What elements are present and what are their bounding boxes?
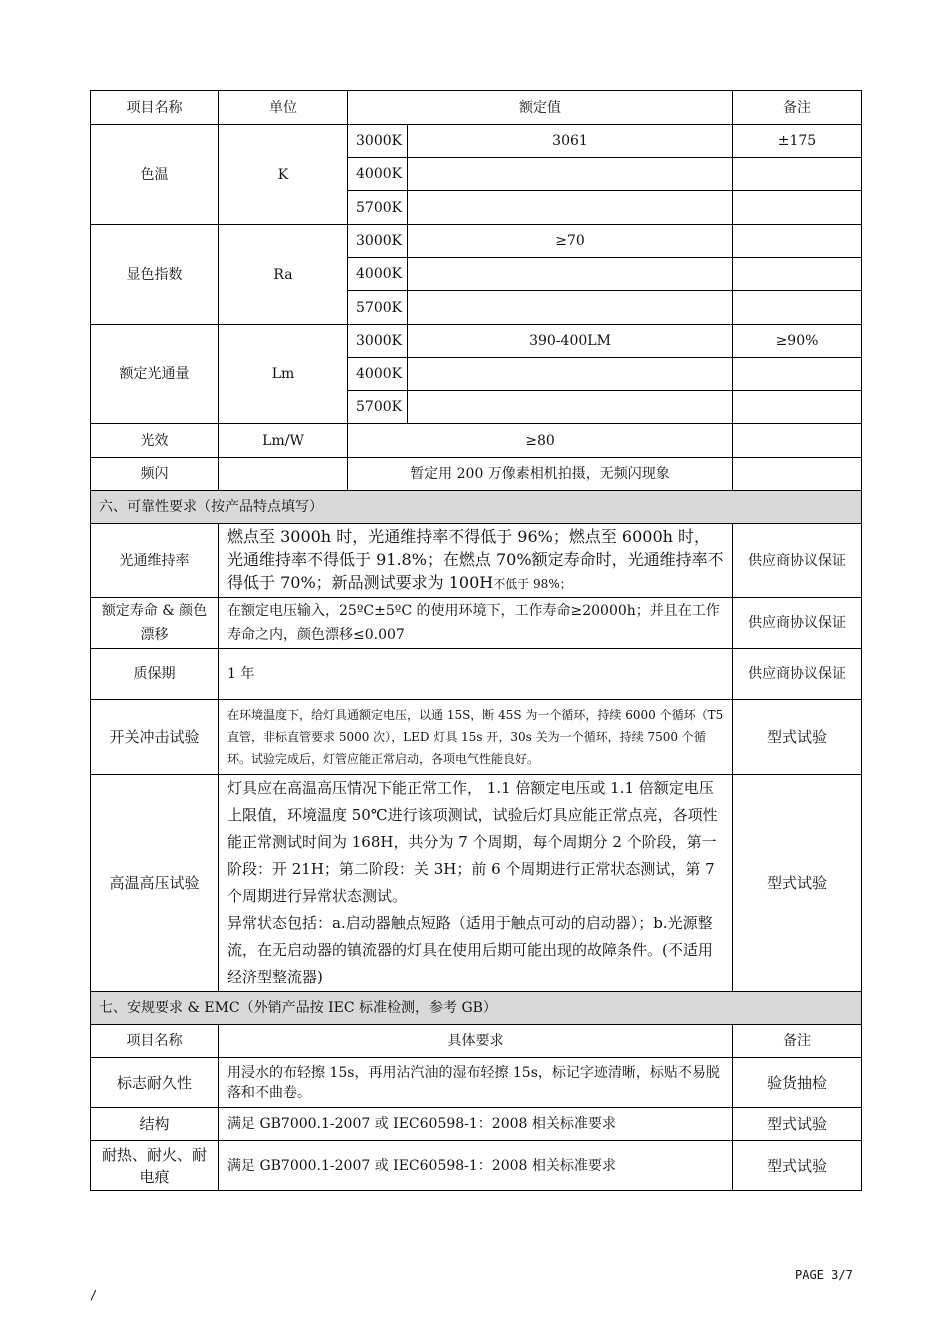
efficacy-unit: Lm/W — [219, 424, 348, 458]
table-row — [91, 524, 862, 598]
row-note: 供应商协议保证 — [733, 649, 862, 700]
table-row — [91, 424, 862, 458]
row-requirement: 满足 GB7000.1-2007 或 IEC60598-1：2008 相关标准要求 — [219, 1108, 733, 1141]
row-name: 耐热、耐火、耐电痕 — [91, 1141, 219, 1191]
header-name: 项目名称 — [91, 1025, 219, 1058]
cct-cell: 4000K — [348, 358, 408, 391]
header-note: 备注 — [733, 91, 862, 125]
table-row — [91, 775, 862, 992]
flux-unit: Lm — [219, 325, 348, 424]
header-note: 备注 — [733, 1025, 862, 1058]
row-name: 质保期 — [91, 649, 219, 700]
note-cell — [733, 258, 862, 291]
note-cell: ≥90% — [733, 325, 862, 358]
spec-table-main — [90, 90, 862, 1191]
efficacy-value: ≥80 — [348, 424, 733, 458]
section-7-title: 七、安规要求 & EMC（外销产品按 IEC 标准检测，参考 GB） — [91, 992, 862, 1025]
color-temp-unit: K — [219, 125, 348, 225]
table-row — [91, 649, 862, 700]
value-cell — [408, 291, 733, 325]
value-cell: 3061 — [408, 125, 733, 158]
flicker-unit — [219, 458, 348, 491]
table-row — [91, 125, 862, 158]
table-row — [91, 325, 862, 358]
requirement-small-text: 不低于 98%； — [493, 577, 572, 591]
cct-cell: 5700K — [348, 391, 408, 424]
cct-cell: 4000K — [348, 158, 408, 191]
row-note: 型式试验 — [733, 700, 862, 775]
note-cell: ±175 — [733, 125, 862, 158]
row-note: 型式试验 — [733, 1108, 862, 1141]
flicker-note — [733, 458, 862, 491]
row-note: 供应商协议保证 — [733, 598, 862, 649]
flicker-label: 频闪 — [91, 458, 219, 491]
section-6-title: 六、可靠性要求（按产品特点填写） — [91, 491, 862, 524]
table-row — [91, 1058, 862, 1108]
table-row — [91, 458, 862, 491]
note-cell — [733, 291, 862, 325]
value-cell: ≥70 — [408, 225, 733, 258]
footer-mark: / — [90, 1288, 98, 1302]
note-cell — [733, 191, 862, 225]
value-cell — [408, 191, 733, 225]
value-cell: 390-400LM — [408, 325, 733, 358]
row-note: 供应商协议保证 — [733, 524, 862, 598]
value-cell — [408, 391, 733, 424]
row-note: 验货抽检 — [733, 1058, 862, 1108]
table-header-row — [91, 91, 862, 125]
section-7-header-row — [91, 1025, 862, 1058]
section-6-header — [91, 491, 862, 524]
header-name: 项目名称 — [91, 91, 219, 125]
note-cell — [733, 358, 862, 391]
row-name: 光通维持率 — [91, 524, 219, 598]
header-unit: 单位 — [219, 91, 348, 125]
flicker-value: 暂定用 200 万像素相机拍摄，无频闪现象 — [348, 458, 733, 491]
cct-cell: 4000K — [348, 258, 408, 291]
note-cell — [733, 225, 862, 258]
page-number: PAGE 3/7 — [795, 1268, 853, 1282]
table-row — [91, 225, 862, 258]
cct-cell: 5700K — [348, 191, 408, 225]
row-name: 标志耐久性 — [91, 1058, 219, 1108]
value-cell — [408, 358, 733, 391]
cct-cell: 5700K — [348, 291, 408, 325]
cct-cell: 3000K — [348, 325, 408, 358]
cri-label: 显色指数 — [91, 225, 219, 325]
section-7-header — [91, 992, 862, 1025]
efficacy-label: 光效 — [91, 424, 219, 458]
row-requirement: 用浸水的布轻擦 15s，再用沾汽油的湿布轻擦 15s，标记字迹清晰，标贴不易脱落和不曲卷。 — [219, 1058, 733, 1108]
row-name: 结构 — [91, 1108, 219, 1141]
row-note: 型式试验 — [733, 775, 862, 992]
requirement-text: 灯具应在高温高压情况下能正常工作， 1.1 倍额定电压或 1.1 倍额定电压上限值，环境温度 50℃进行该项测试，试验后灯具应能正常点亮，各项性能正常测试时间为 168H，共分为 7 个周期，每个周期分 2 个阶段，第一阶段：开 21H；第二阶段：关 3H；前 6 个周期进行正常状态测试，第 7 个周期进行异常状态测试。 — [227, 779, 718, 905]
table-row — [91, 1141, 862, 1191]
requirement-text-2: 异常状态包括：a.启动器触点短路（适用于触点可动的启动器）；b.光源整流，在无启动器的镇流器的灯具在使用后期可能出现的故障条件。(不适用经济型整流器) — [227, 914, 713, 986]
header-requirement: 具体要求 — [219, 1025, 733, 1058]
flux-label: 额定光通量 — [91, 325, 219, 424]
requirement-text: 燃点至 3000h 时，光通维持率不得低于 96%；燃点至 6000h 时，光通维持率不得低于 91.8%；在燃点 70%额定寿命时，光通维持率不得低于 70%；新品测试要求为 100H — [227, 527, 724, 592]
note-cell — [733, 391, 862, 424]
row-requirement: 在额定电压输入，25ºC±5ºC 的使用环境下，工作寿命≥20000h；并且在工作寿命之内，颜色漂移≤0.007 — [219, 598, 733, 649]
cct-cell: 3000K — [348, 225, 408, 258]
row-name: 高温高压试验 — [91, 775, 219, 992]
cct-cell: 3000K — [348, 125, 408, 158]
row-requirement — [219, 775, 733, 992]
row-name: 开关冲击试验 — [91, 700, 219, 775]
row-note: 型式试验 — [733, 1141, 862, 1191]
value-cell — [408, 258, 733, 291]
row-requirement: 在环境温度下，给灯具通额定电压，以通 15S，断 45S 为一个循环，持续 6000 个循环（T5 直管，非标直管要求 5000 次），LED 灯具 15s 开，30s 关为一个循环，持续 7500 个循环。试验完成后，灯管应能正常启动，各项电气性能良好。 — [219, 700, 733, 775]
row-name: 额定寿命 & 颜色漂移 — [91, 598, 219, 649]
value-cell — [408, 158, 733, 191]
table-row — [91, 700, 862, 775]
efficacy-note — [733, 424, 862, 458]
cri-unit: Ra — [219, 225, 348, 325]
table-row — [91, 598, 862, 649]
color-temp-label: 色温 — [91, 125, 219, 225]
row-requirement — [219, 524, 733, 598]
row-requirement: 满足 GB7000.1-2007 或 IEC60598-1：2008 相关标准要求 — [219, 1141, 733, 1191]
header-rated: 额定值 — [348, 91, 733, 125]
row-requirement: 1 年 — [219, 649, 733, 700]
note-cell — [733, 158, 862, 191]
table-row — [91, 1108, 862, 1141]
